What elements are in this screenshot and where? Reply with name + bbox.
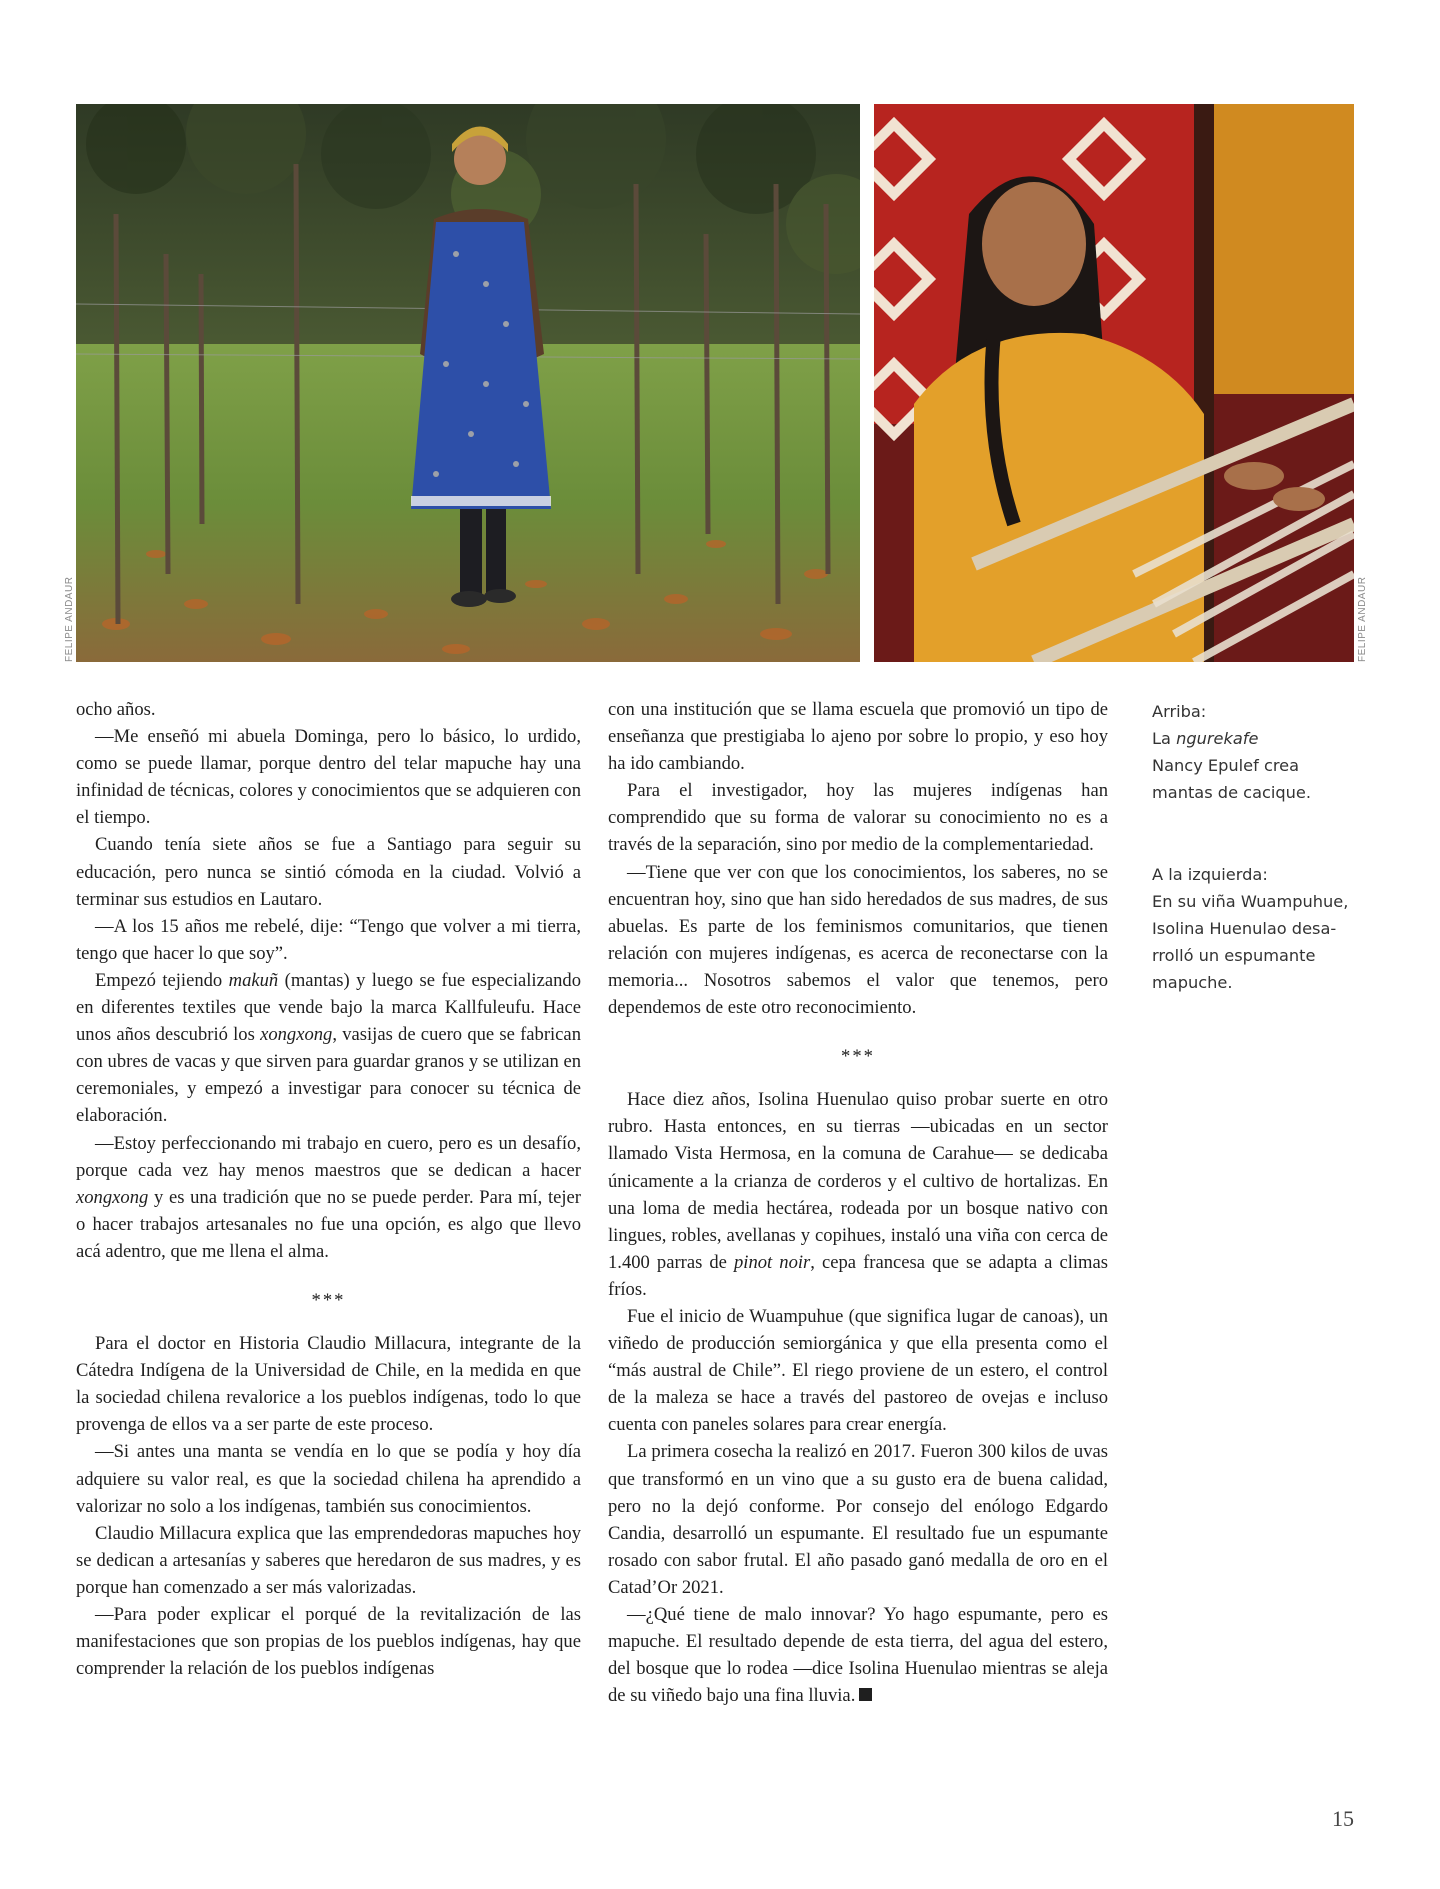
text-run: A la izquierda:	[1152, 865, 1268, 884]
paragraph	[76, 1330, 581, 1438]
italic-term: makuñ	[228, 969, 279, 991]
text-run: Para el investigador, hoy las mujeres indígenas han comprendido que su forma de valorar su conocimiento no es a través de la separación, sino por medio de la complementariedad.	[608, 780, 1108, 856]
text-run: Fue el inicio de Wuampuhue (que significa lugar de canoas), un viñedo de producción semiorgánica y que ella presenta como el “más austral de Chile”. El riego proviene de un estero, el control de la maleza se hace a través del pastoreo de ovejas e incluso cuenta con paneles solares para crear energía.	[608, 1305, 1108, 1436]
text-run: —Tiene que ver con que los conocimientos, los saberes, no se encuentran hoy, sino que han sido heredados de sus madres, de sus abuelas. Es parte de los feminismos comunitarios, que tienen relación con mujeres indígenas, es acerca de reconectarse con la memoria... Nosotros sabemos el valor que tenemos, pero dependemos de este otro reconocimiento.	[608, 861, 1108, 1019]
text-run: mantas de cacique.	[1152, 783, 1312, 802]
text-run: y es una tradición que no se puede perder. Para mí, tejer o hacer trabajos artesanales no fue una opción, es algo que llevo acá adentro, que me llena el alma.	[76, 1186, 581, 1262]
paragraph	[76, 831, 581, 912]
article-column-1	[76, 696, 581, 1682]
text-run: ocho años.	[76, 699, 156, 720]
paragraph	[608, 1303, 1108, 1438]
paragraph	[608, 777, 1108, 858]
paragraph	[76, 1601, 581, 1682]
text-run: La primera cosecha la realizó en 2017. Fueron 300 kilos de uvas que transformó en un vino que a su gusto era de buena calidad, pero no la dejó conforme. Por consejo del enólogo Edgardo Candia, desarrolló un espumante. El resultado fue un espumante rosado con sabor frutal. El año pasado ganó medalla de oro en el Catad’Or 2021.	[608, 1441, 1108, 1598]
photo-vineyard-woman	[76, 104, 860, 662]
text-run: con una institución que se llama escuela que promovió un tipo de enseñanza que prestigiaba lo ajeno por sobre lo propio, y eso hoy ha ido cambiando.	[608, 699, 1108, 775]
photo-caption	[1152, 861, 1352, 996]
paragraph	[76, 1130, 581, 1265]
text-run: La	[1152, 729, 1177, 748]
text-run: Nancy Epulef crea	[1152, 756, 1300, 775]
text-run: En su viña Wuampuhue,	[1152, 892, 1349, 911]
photo-captions	[1152, 698, 1352, 1051]
text-run: —Me enseñó mi abuela Dominga, pero lo básico, lo urdido, como se puede llamar, porque dentro del telar mapuche hay una infinidad de técnicas, colores y conocimientos que se adquieren con el tiempo.	[76, 726, 581, 829]
text-run: Claudio Millacura explica que las emprendedoras mapuches hoy se dedican a artesanías y saberes que heredaron de sus madres, y es porque han comenzado a ser más valorizadas.	[76, 1522, 581, 1598]
photo-credit-left: FELIPE ANDAUR	[64, 576, 75, 662]
text-run: (mantas) y luego se fue especializando en diferentes textiles que vende bajo la marca Kallfuleufu. Hace unos años descubrió los	[76, 969, 581, 1046]
photo-caption	[1152, 698, 1352, 806]
photo-loom-woman	[874, 104, 1354, 662]
page-number: 15	[1332, 1806, 1354, 1831]
italic-term: xongxong	[76, 1186, 149, 1208]
article-column-2	[608, 696, 1108, 1709]
text-run: ***	[311, 1289, 346, 1311]
text-run: mapuche.	[1152, 973, 1233, 992]
text-run: Empezó tejiendo	[95, 969, 229, 991]
paragraph	[76, 1438, 581, 1519]
text-run: ***	[841, 1046, 875, 1068]
text-run: —Si antes una manta se vendía en lo que se podía y hoy día adquiere su valor real, es que la sociedad chilena ha aprendido a valorizar no solo a los indígenas, también sus conocimientos.	[76, 1441, 581, 1517]
paragraph	[608, 696, 1108, 777]
paragraph	[608, 1086, 1108, 1303]
text-run: , vasijas de cuero que se fabrican con ubres de vacas y que sirven para guardar granos y se utilizan en ceremoniales, y empezó a investigar para conocer su técnica de elaboración.	[76, 1024, 581, 1127]
paragraph	[608, 859, 1108, 1022]
text-run: Cuando tenía siete años se fue a Santiago para seguir su educación, pero nunca se sintió cómoda en la ciudad. Volvió a terminar sus estudios en Lautaro.	[76, 834, 581, 910]
text-run: Para el doctor en Historia Claudio Millacura, integrante de la Cátedra Indígena de la Universidad de Chile, en la medida en que la sociedad chilena revalorice a los pueblos indígenas, todo lo que provenga de ellos va a ser parte de este proceso.	[76, 1333, 581, 1436]
photo-credit-right: FELIPE ANDAUR	[1357, 576, 1368, 662]
text-run: —¿Qué tiene de malo innovar? Yo hago espumante, pero es mapuche. El resultado depende de esta tierra, del agua del estero, del bosque que lo rodea —dice Isolina Huenulao mientras se aleja de su viñedo bajo una fina lluvia.	[608, 1604, 1108, 1707]
italic-term: xongxong	[260, 1024, 333, 1046]
italic-term: pinot noir	[734, 1251, 811, 1273]
paragraph	[76, 1520, 581, 1601]
italic-term: ngurekafe	[1176, 729, 1259, 748]
paragraph	[76, 696, 581, 723]
end-of-article-mark	[859, 1688, 872, 1701]
text-run: Arriba:	[1152, 702, 1207, 721]
text-run: —A los 15 años me rebelé, dije: “Tengo que volver a mi tierra, tengo que hacer lo que soy”.	[76, 915, 581, 964]
text-run: Isolina Huenulao desa-	[1152, 919, 1337, 938]
text-run: —Estoy perfeccionando mi trabajo en cuero, pero es un desafío, porque cada vez hay menos maestros que se dedican a hacer	[76, 1132, 581, 1181]
paragraph	[76, 913, 581, 967]
text-run: Hace diez años, Isolina Huenulao quiso probar suerte en otro rubro. Hasta entonces, en su tierras —ubicadas en un sector llamado Vista Hermosa, en la comuna de Carahue— se dedicaba únicamente a la crianza de corderos y el cultivo de hortalizas. En una loma de media hectárea, rodeada por un bosque nativo con lingues, robles, avellanas y copihues, instaló una viña con cerca de 1.400 parras de	[608, 1089, 1108, 1273]
section-separator	[608, 1043, 1108, 1070]
text-run: , cepa francesa que se adapta a climas fríos.	[608, 1251, 1108, 1300]
section-separator	[76, 1287, 581, 1314]
paragraph	[608, 1438, 1108, 1601]
text-run: rrolló un espumante	[1152, 946, 1316, 965]
text-run: —Para poder explicar el porqué de la revitalización de las manifestaciones que son propias de los pueblos indígenas, hay que comprender la relación de los pueblos indígenas	[76, 1604, 581, 1680]
paragraph	[76, 723, 581, 831]
paragraph	[76, 967, 581, 1130]
paragraph	[608, 1601, 1108, 1709]
